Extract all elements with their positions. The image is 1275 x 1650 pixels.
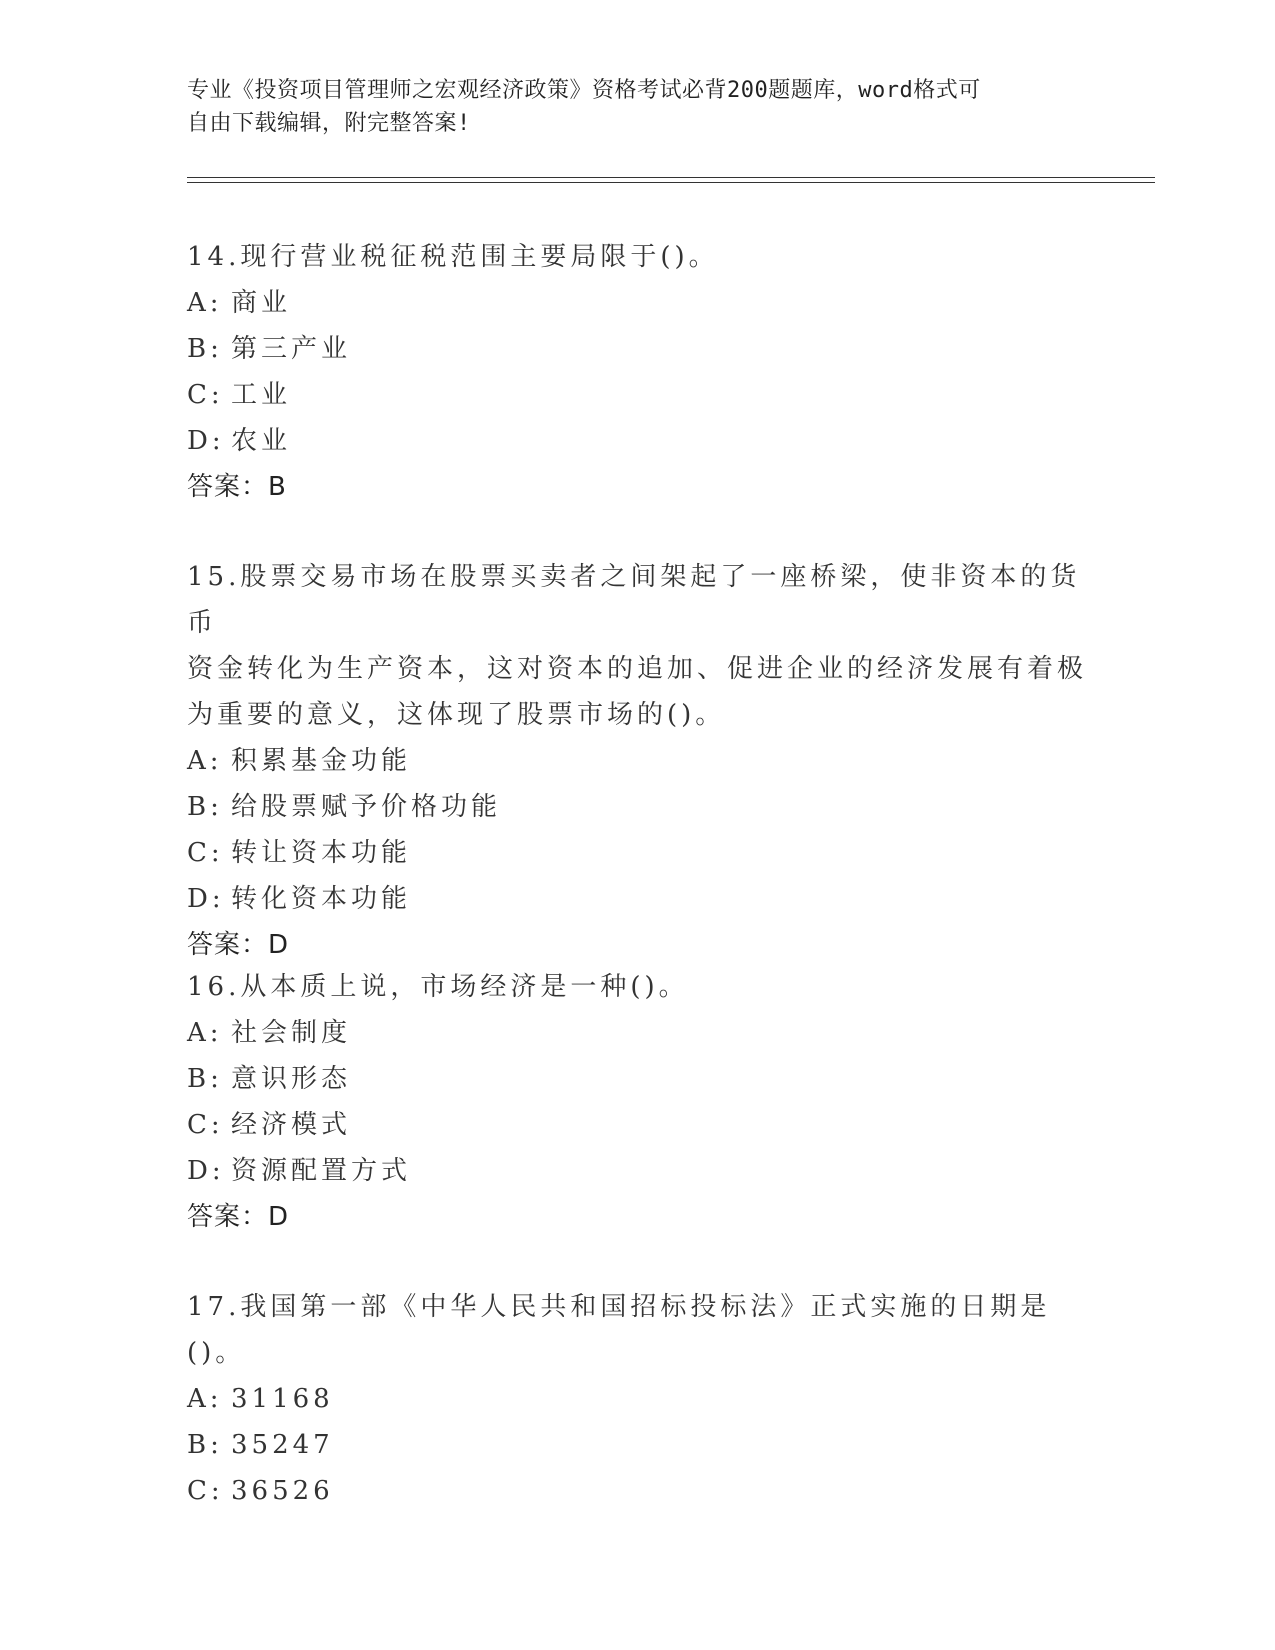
option-text: 31168	[231, 1384, 334, 1414]
option-key: D:	[187, 426, 225, 456]
option-key: D:	[187, 884, 225, 914]
option-text: 经济模式	[231, 1110, 352, 1140]
option-text: 给股票赋予价格功能	[231, 792, 502, 822]
answer: 答案：D	[187, 1202, 290, 1232]
question-stem: 16.从本质上说，市场经济是一种()。	[187, 972, 689, 1002]
question-14	[187, 234, 1087, 510]
option-key: C:	[187, 838, 224, 868]
option-text: 36526	[231, 1476, 334, 1506]
option-b	[187, 326, 1087, 372]
option-text: 意识形态	[231, 1064, 352, 1094]
option-a	[187, 1010, 1087, 1056]
option-text: 商业	[231, 288, 292, 318]
option-text: 资源配置方式	[231, 1156, 412, 1186]
option-key: A:	[187, 1018, 223, 1048]
header-divider-bottom	[187, 182, 1155, 183]
option-text: 35247	[231, 1430, 334, 1460]
answer: 答案：D	[187, 930, 290, 960]
option-key: A:	[187, 1384, 223, 1414]
question-17	[187, 1284, 1087, 1514]
option-a	[187, 738, 1087, 784]
option-key: D:	[187, 1156, 225, 1186]
option-a	[187, 280, 1087, 326]
option-key: A:	[187, 288, 223, 318]
option-text: 积累基金功能	[231, 746, 412, 776]
option-key: A:	[187, 746, 223, 776]
header-line-1: 专业《投资项目管理师之宏观经济政策》资格考试必背200题题库，word格式可	[187, 78, 981, 103]
question-stem: 17.我国第一部《中华人民共和国招标投标法》正式实施的日期是()。	[187, 1292, 1051, 1368]
option-key: B:	[187, 334, 223, 364]
option-c	[187, 1468, 1087, 1514]
question-stem: 14.现行营业税征税范围主要局限于()。	[187, 242, 719, 272]
question-16	[187, 964, 1087, 1240]
question-stem-line-3: 为重要的意义，这体现了股票市场的()。	[187, 700, 726, 730]
option-key: B:	[187, 1064, 223, 1094]
document-header	[187, 74, 1067, 140]
option-text: 第三产业	[231, 334, 352, 364]
option-b	[187, 1056, 1087, 1102]
option-c	[187, 1102, 1087, 1148]
option-c	[187, 830, 1087, 876]
question-stem-line-2: 资金转化为生产资本，这对资本的追加、促进企业的经济发展有着极	[187, 654, 1088, 684]
option-key: C:	[187, 380, 224, 410]
header-line-2: 自由下载编辑，附完整答案!	[187, 111, 471, 136]
option-text: 工业	[231, 380, 292, 410]
option-b	[187, 1422, 1087, 1468]
option-d	[187, 876, 1087, 922]
question-stem-line-1: 15.股票交易市场在股票买卖者之间架起了一座桥梁，使非资本的货币	[187, 562, 1081, 638]
question-15	[187, 554, 1087, 968]
option-d	[187, 418, 1087, 464]
header-divider-top	[187, 177, 1155, 178]
option-key: B:	[187, 792, 223, 822]
option-text: 转让资本功能	[231, 838, 412, 868]
option-text: 农业	[231, 426, 292, 456]
answer: 答案：B	[187, 472, 287, 502]
option-key: B:	[187, 1430, 223, 1460]
option-c	[187, 372, 1087, 418]
option-a	[187, 1376, 1087, 1422]
option-text: 转化资本功能	[231, 884, 412, 914]
option-key: C:	[187, 1476, 224, 1506]
option-text: 社会制度	[231, 1018, 352, 1048]
option-b	[187, 784, 1087, 830]
option-d	[187, 1148, 1087, 1194]
option-key: C:	[187, 1110, 224, 1140]
